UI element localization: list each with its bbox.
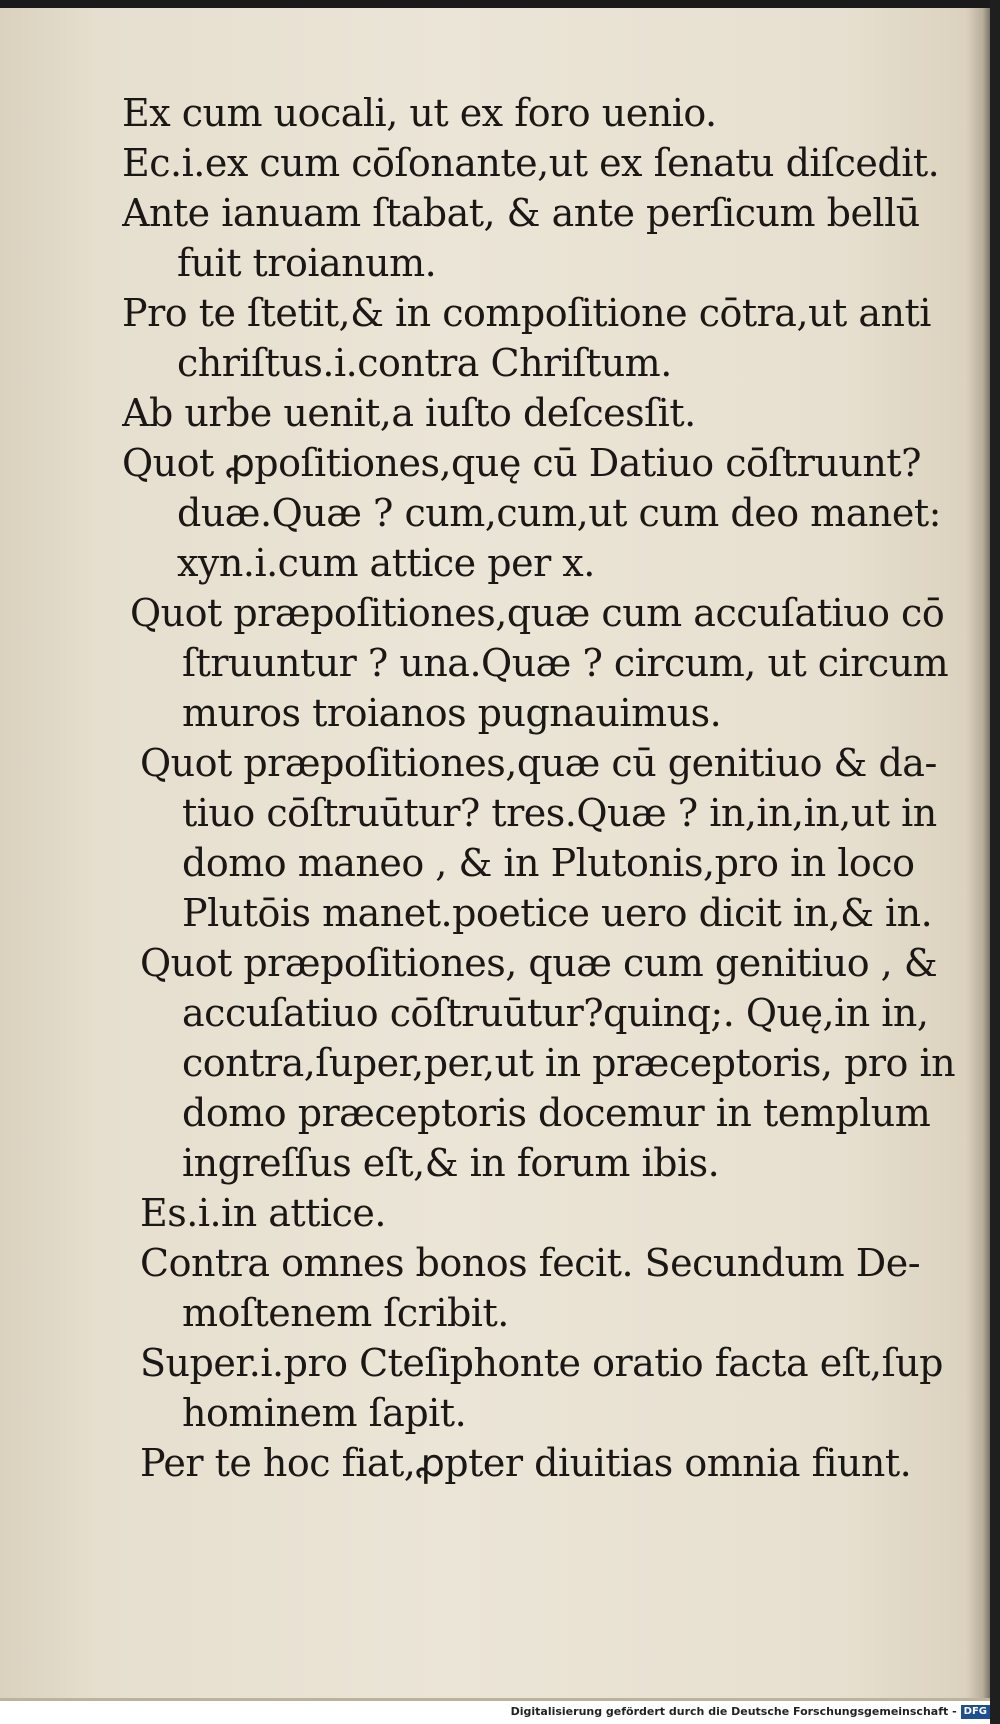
text-line: ingreſſus eſt,& in forum ibis. bbox=[182, 1141, 720, 1185]
page-text bbox=[122, 88, 967, 1488]
text-line: tiuo cōſtruūtur? tres.Quæ ? in,in,in,ut in bbox=[182, 791, 937, 835]
text-line: Super.i.pro Cteſiphonte oratio facta eſt,ſup bbox=[140, 1341, 943, 1385]
text-line: muros troianos pugnauimus. bbox=[182, 691, 722, 735]
right-scan-edge bbox=[990, 0, 1000, 1724]
text-line: contra,ſuper,per,ut in præceptoris, pro in bbox=[182, 1041, 956, 1085]
text-line: Plutōis manet.poetice uero dicit in,& in. bbox=[182, 891, 933, 935]
text-line: Es.i.in attice. bbox=[140, 1191, 386, 1235]
text-line: Pro te ſtetit,& in compoſitione cōtra,ut anti bbox=[122, 291, 931, 335]
text-line: Per te hoc fiat,ꝓpter diuitias omnia fiunt. bbox=[140, 1441, 912, 1485]
text-line: chriſtus.i.contra Chriſtum. bbox=[177, 341, 672, 385]
text-line: Quot præpoſitiones, quæ cum genitiuo , & bbox=[140, 941, 938, 985]
text-line: Quot præpoſitiones,quæ cū genitiuo & da- bbox=[140, 741, 937, 785]
dfg-logo-icon: DFG bbox=[961, 1705, 990, 1719]
text-line: ſtruuntur ? una.Quæ ? circum, ut circum bbox=[182, 641, 949, 685]
text-line: fuit troianum. bbox=[177, 241, 437, 285]
text-line: Ec.i.ex cum cōſonante,ut ex ſenatu diſcedit. bbox=[122, 141, 940, 185]
book-page bbox=[0, 8, 990, 1701]
page-fold-shadow bbox=[966, 8, 990, 1698]
text-line: Quot præpoſitiones,quæ cum accuſatiuo cō bbox=[130, 591, 945, 635]
text-line: accuſatiuo cōſtruūtur?quinq;. Quę,in in, bbox=[182, 991, 929, 1035]
text-line: xyn.i.cum attice per x. bbox=[177, 541, 595, 585]
digitization-footer bbox=[0, 1702, 990, 1722]
text-line: moſtenem ſcribit. bbox=[182, 1291, 509, 1335]
text-line: hominem ſapit. bbox=[182, 1391, 467, 1435]
footer-credit-text: Digitalisierung gefördert durch die Deutsche Forschungsgemeinschaft - bbox=[510, 1705, 957, 1718]
text-line: Ab urbe uenit,a iuſto deſcesſit. bbox=[122, 391, 696, 435]
text-line: Contra omnes bonos fecit. Secundum De- bbox=[140, 1241, 921, 1285]
text-line: domo præceptoris docemur in templum bbox=[182, 1091, 931, 1135]
text-line: Ante ianuam ſtabat, & ante perſicum bellū bbox=[122, 191, 920, 235]
text-line: domo maneo , & in Plutonis,pro in loco bbox=[182, 841, 915, 885]
text-line: duæ.Quæ ? cum,cum,ut cum deo manet: bbox=[177, 491, 941, 535]
text-line: Ex cum uocali, ut ex foro uenio. bbox=[122, 91, 717, 135]
text-line: Quot ꝓpoſitiones,quę cū Datiuo cōſtruunt? bbox=[122, 441, 921, 485]
